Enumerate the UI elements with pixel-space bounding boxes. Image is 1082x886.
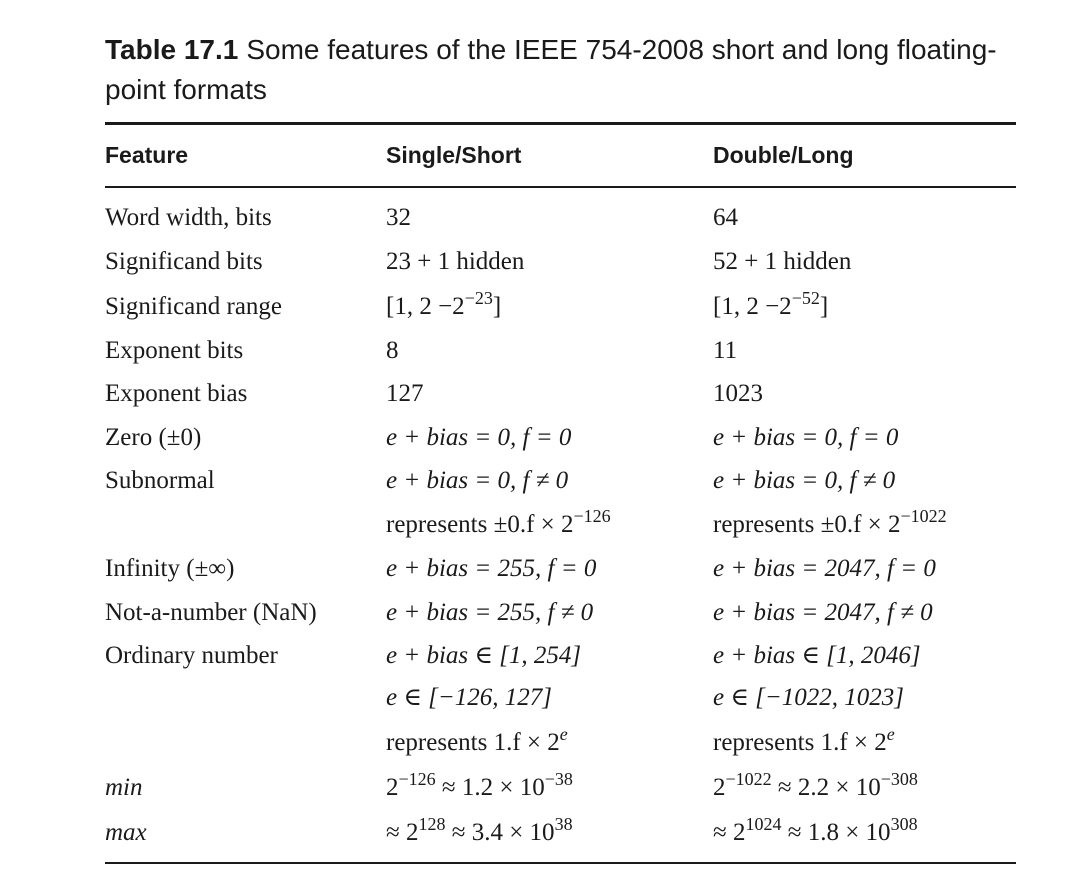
feature-cell: Ordinary number <box>105 642 278 669</box>
single-cell: e + bias ∈ [1, 254] <box>386 642 582 669</box>
double-cell <box>713 813 918 853</box>
represents-base: represents 1.f × 2 <box>713 729 887 756</box>
single-cell: e + bias = 0, f ≠ 0 <box>386 467 569 494</box>
min-exponent: −126 <box>398 769 436 790</box>
represents-exponent: −126 <box>573 506 611 527</box>
max-base: ≈ 2 <box>386 819 419 846</box>
min-base: 2 <box>386 774 399 801</box>
max-exponent: 1024 <box>745 814 782 835</box>
table-row-exponent-bits <box>0 331 1082 371</box>
table-caption-text: Some features of the IEEE 754-2008 short and long floating-point formats <box>105 34 997 105</box>
single-cell: e + bias = 255, f = 0 <box>386 555 597 582</box>
represents-exponent: −1022 <box>900 506 947 527</box>
table-row-ordinary-represents <box>0 723 1082 763</box>
min-approx-exponent: −308 <box>880 769 918 790</box>
double-cell <box>713 723 895 763</box>
max-approx: ≈ 1.8 × 10 <box>781 819 891 846</box>
single-cell <box>386 287 501 327</box>
feature-cell: Significand bits <box>105 248 263 275</box>
max-exponent: 128 <box>418 814 446 835</box>
single-cell: 23 + 1 hidden <box>386 248 525 275</box>
min-approx: ≈ 2.2 × 10 <box>771 774 881 801</box>
single-cell <box>386 768 573 808</box>
max-base: ≈ 2 <box>713 819 746 846</box>
bottom-rule <box>105 862 1016 864</box>
table-row-nan <box>0 593 1082 633</box>
header-rule <box>105 186 1016 188</box>
double-cell: 1023 <box>713 380 763 407</box>
feature-cell: Exponent bias <box>105 380 248 407</box>
double-cell: e + bias = 2047, f = 0 <box>713 555 936 582</box>
represents-exponent: e <box>559 724 568 745</box>
feature-cell: Not-a-number (NaN) <box>105 599 317 626</box>
single-cell: 32 <box>386 204 411 231</box>
double-cell <box>713 287 828 327</box>
feature-cell: Zero (±0) <box>105 424 202 451</box>
double-cell <box>713 768 918 808</box>
range-end: ] <box>492 293 502 320</box>
feature-cell: Infinity (±∞) <box>105 555 235 582</box>
table-row-ordinary-exponent <box>0 678 1082 718</box>
represents-base: represents ±0.f × 2 <box>713 511 901 538</box>
header-feature: Feature <box>105 142 189 168</box>
feature-cell: Subnormal <box>105 467 215 494</box>
table-row-subnormal-represents <box>0 505 1082 545</box>
max-approx: ≈ 3.4 × 10 <box>445 819 555 846</box>
table-caption <box>105 30 1045 110</box>
table-row-ordinary <box>0 636 1082 676</box>
double-cell: e + bias = 0, f ≠ 0 <box>713 467 896 494</box>
table-row-significand-bits <box>0 242 1082 282</box>
max-approx-exponent: 308 <box>890 814 918 835</box>
table-row-exponent-bias <box>0 374 1082 414</box>
top-rule <box>105 122 1016 125</box>
feature-cell: max <box>105 819 147 846</box>
range-exponent: −52 <box>791 288 820 309</box>
single-cell: e + bias = 0, f = 0 <box>386 424 572 451</box>
max-approx-exponent: 38 <box>554 814 573 835</box>
feature-cell: Exponent bits <box>105 337 244 364</box>
represents-exponent: e <box>886 724 895 745</box>
feature-cell: Significand range <box>105 293 283 320</box>
double-cell: 52 + 1 hidden <box>713 248 852 275</box>
min-approx: ≈ 1.2 × 10 <box>435 774 545 801</box>
double-cell: e ∈ [−1022, 1023] <box>713 684 904 711</box>
double-cell: 11 <box>713 337 738 364</box>
double-cell: e + bias = 0, f = 0 <box>713 424 899 451</box>
single-cell <box>386 723 568 763</box>
represents-base: represents ±0.f × 2 <box>386 511 574 538</box>
min-approx-exponent: −38 <box>544 769 573 790</box>
range-exponent: −23 <box>464 288 493 309</box>
table-row-word-width <box>0 198 1082 238</box>
table-row-significand-range <box>0 287 1082 327</box>
min-base: 2 <box>713 774 726 801</box>
header-single: Single/Short <box>386 142 522 168</box>
single-cell: e + bias = 255, f ≠ 0 <box>386 599 594 626</box>
table-row-subnormal <box>0 461 1082 501</box>
table-row-max <box>0 813 1082 853</box>
double-cell: 64 <box>713 204 738 231</box>
double-cell: e + bias ∈ [1, 2046] <box>713 642 921 669</box>
feature-cell: Word width, bits <box>105 204 272 231</box>
range-base: [1, 2 −2 <box>386 293 465 320</box>
table-label: Table 17.1 <box>105 34 239 65</box>
single-cell <box>386 813 573 853</box>
table-row-min <box>0 768 1082 808</box>
feature-cell: min <box>105 774 143 801</box>
single-cell: 127 <box>386 380 424 407</box>
range-end: ] <box>819 293 829 320</box>
header-double: Double/Long <box>713 142 854 168</box>
table-row-zero <box>0 418 1082 458</box>
double-cell: e + bias = 2047, f ≠ 0 <box>713 599 933 626</box>
range-base: [1, 2 −2 <box>713 293 792 320</box>
double-cell <box>713 505 947 545</box>
single-cell <box>386 505 611 545</box>
single-cell: 8 <box>386 337 399 364</box>
table-row-infinity <box>0 549 1082 589</box>
single-cell: e ∈ [−126, 127] <box>386 684 552 711</box>
represents-base: represents 1.f × 2 <box>386 729 560 756</box>
min-exponent: −1022 <box>725 769 772 790</box>
